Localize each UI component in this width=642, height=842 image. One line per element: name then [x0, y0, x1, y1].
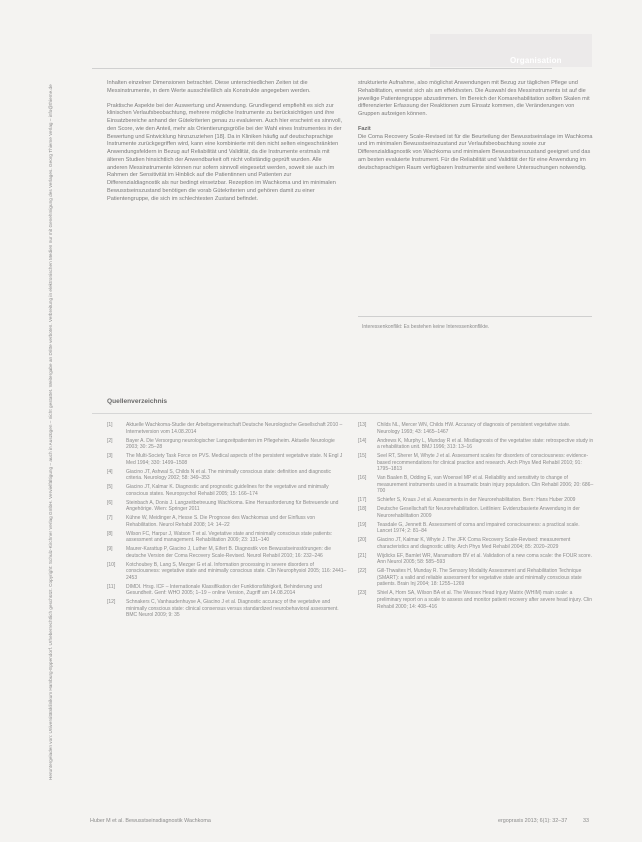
references-rule — [92, 413, 592, 414]
reference-number: [12] — [107, 599, 116, 606]
figure-caption: Interessenkonflikt: Es bestehen keine Interessenkonflikte. — [362, 324, 490, 330]
reference-number: [2] — [107, 437, 113, 444]
figure-area — [358, 294, 592, 338]
reference-item — [358, 438, 594, 451]
reference-text: Kühne W, Meidinger A, Hesse S. Die Prognose des Wachkomas und der Einfluss von Rehabilitation. Neurol Rehabil 2008; 14: 14–22 — [126, 515, 316, 528]
reference-item — [358, 568, 594, 588]
reference-text: Shiel A, Horn SA, Wilson BA et al. The Wessex Head Injury Matrix (WHIM) main scale: a preliminary report on a scale to assess and monitor patient recovery after severe head injury. Clin Rehabil 2000; 14: 408–416 — [377, 590, 593, 610]
footer-journal: ergopraxis 2013; 6(1): 32–37 — [498, 818, 568, 824]
reference-item — [107, 500, 347, 513]
left-paragraph: Praktische Aspekte bei der Auswertung und Anwendung. Grundlegend empfiehlt es sich zur klinischen Verlaufsbeobachtung, mehrere mögliche Instrumente zu berücksichtigen und ihre Einsatzbereiche anhand der Gütekriterien genau zu evaluieren. Auch hier erscheint es sinnvoll, den Score, wie den Anteil, mehr als Orientierungsgröße bei der Wahl eines Instrumentes in der Bewertung und Entwicklung hinzuzuziehen [18]. Da in Kliniken häufig auf deutschsprachige Instrumente zurückgegriffen wird, kann eine kombinierte mit den nicht selten eingeschränkten Anwendungsfeldern in Bezug auf Reliabilität und Validität, da die Instrumente erstmals mit älteren Studien hinsichtlich der Anwendbarkeit oft nicht vollständig geprüft wurden. Alle anderen Messinstrumente können nur sofern sinnvoll eingesetzt werden, soweit sie auch im Rahmen der Sensitivität im Hinblick auf die Patientinnen und Patienten zur Differenzialdiagnostik als nur bedingt einsetzbar. Rezeption im Wachkoma und im minimalen Bewusstseinszustand benötigen die vorab Gütekriterien und gehören damit zu einer Patientengruppe, die sich im schlechtesten Zustand befindet. — [107, 102, 343, 202]
reference-text: Gill-Thwaites H, Munday R. The Sensory Modality Assessment and Rehabilitation Technique (SMART): a valid and reliable assessment for vegetative state and minimally conscious state patients. Brain Inj 2004; 18: 1255–1269 — [377, 568, 582, 588]
reference-number: [21] — [358, 552, 367, 559]
section-label: Organisation — [510, 56, 562, 65]
reference-number: [17] — [358, 497, 367, 504]
reference-number: [14] — [358, 437, 367, 444]
reference-number: [23] — [358, 590, 367, 597]
reference-number: [15] — [358, 453, 367, 459]
reference-text: Giacino JT, Kalmar K, Whyte J. The JFK Coma Recovery Scale-Revised: measurement characteristics and diagnostic utility. Arch Phys Med Rehabil 2004; 85: 2020–2029 — [377, 537, 571, 550]
reference-text: Andrews K, Murphy L, Munday R et al. Misdiagnosis of the vegetative state: retrospective study in a rehabilitation unit. BMJ 1996; 313: 13–16 — [377, 437, 594, 451]
reference-number: [3] — [107, 453, 113, 459]
reference-text: Maurer-Karattup P, Giacino J, Luther M, Eifert B. Diagnostik von Bewusstseinsstörungen: die deutsche Version der Coma Recovery Scale-Revised. Neurol Rehabil 2010; 16: 232–246 — [126, 546, 332, 559]
reference-text: Wijdicks EF, Bamlet WR, Maramattom BV et al. Validation of a new coma scale: the FOUR score. Ann Neurol 2005; 58: 585–593 — [377, 552, 592, 566]
page-number: 33 — [583, 818, 589, 824]
reference-item — [107, 438, 347, 451]
reference-item — [358, 453, 594, 473]
reference-item — [107, 584, 347, 597]
reference-text: Bayer A. Die Versorgung neurologischer Langzeitpatienten im Pflegeheim. Aktuelle Neurologie 2003; 30: 25–28 — [126, 437, 335, 451]
reference-number: [13] — [358, 422, 367, 428]
references-title: Quellenverzeichnis — [107, 398, 168, 405]
reference-item — [107, 599, 347, 619]
header-rule — [92, 68, 552, 69]
reference-number: [20] — [358, 537, 367, 544]
reference-number: [22] — [358, 568, 367, 575]
left-column — [107, 80, 343, 203]
right-paragraph: strukturierte Aufnahme, also möglichst Anwendungen mit Bezug zur täglichen Pflege und Rehabilitation, erweist sich als am effektivsten. Die Auswahl des Messinstruments ist auf die jeweilige Patientengruppe abzustimmen. Im Bereich der Komarehabilitation sollten Skalen mit differenzierter Erfassung der Reaktionen zum Einsatz kommen, die Veränderungen von Gruppen aufzeigen können. — [358, 80, 590, 117]
left-paragraph: Inhalten einzelner Dimensionen betrachtet. Diese unterschiedlichen Zeiten ist die Messinstrumente, in dem Werte ausschließlich als Konstrukte angegeben werden. — [107, 80, 311, 94]
reference-text: Schnakers C, Vanhaudenhuyse A, Giacino J et al. Diagnostic accuracy of the vegetative and minimally conscious state: clinical consensus versus standardized neurobehavioral assessment. BMC Neurol 2009; 9: 35 — [126, 599, 339, 619]
reference-text: Teasdale G, Jennett B. Assessment of coma and impaired consciousness: a practical scale. Lancet 1974; 2: 81–84 — [377, 521, 580, 535]
reference-text: Aktuelle Wachkoma-Studie der Arbeitsgemeinschaft Deutsche Neurologische Gesellschaft 2010 – Internetversion vom 14.08.2014 — [126, 422, 343, 435]
reference-text: Giacino JT, Kalmar K. Diagnostic and prognostic guidelines for the vegetative and minimally conscious states. Neuropsychol Rehabil 2005; 15: 166–174 — [126, 484, 329, 497]
reference-number: [10] — [107, 561, 116, 568]
margin-note: Heruntergeladen von: Universitätsklinikum Hamburg-Eppendorf. Urheberrechtlich geschützt. Copyright: Schulz-Kirchner Verlag GmbH. Vervielfältigung – auch in Auszügen – nicht gestattet. Weitergabe an Dritte verboten. Verbreitung in elektronischen Medien nur mit Genehmigung des Verlages. Georg Thieme Verlag – info@thieme.de — [48, 84, 53, 780]
reference-text: Wilson FC, Harpur J, Watson T et al. Vegetative state and minimally conscious state patients: assessment and management. Rehabilitation 2009; 23: 131–140 — [126, 530, 333, 544]
reference-item — [358, 553, 594, 566]
references-left — [107, 422, 347, 621]
reference-item — [107, 469, 347, 482]
reference-text: Childs NL, Mercer WN, Childs HW. Accuracy of diagnosis of persistent vegetative state. Neurology 1993; 43: 1465–1467 — [377, 422, 571, 435]
reference-number: [8] — [107, 530, 113, 537]
reference-number: [5] — [107, 484, 113, 490]
conclusion-heading: Fazit — [358, 125, 371, 132]
reference-item — [107, 453, 347, 466]
right-paragraph: Die Coma Recovery Scale-Revised ist für die Beurteilung der Bewusstseinslage im Wachkoma und im minimalen Bewusstseinszustand zur Verlaufsbeobachtung sowie zur Differenzialdiagnostik von Wachkoma und minimalem Bewusstseinszustand geeignet und das am besten evaluierte Instrument. Für die Reliabilität und Validität der für eine Anwendung im deutschsprachigen Raum verfügbaren Instrumente sind weitere Untersuchungen notwendig. — [358, 133, 593, 171]
reference-item — [358, 506, 594, 519]
reference-item — [107, 515, 347, 528]
right-column — [358, 80, 594, 172]
reference-text: Seel RT, Sherer M, Whyte J et al. Assessment scales for disorders of consciousness: evidence-based recommendations for clinical practice and research. Arch Phys Med Rehabil 2010; 91: 1795–1813 — [377, 453, 589, 473]
reference-item — [358, 537, 594, 550]
reference-item — [107, 562, 347, 582]
reference-text: Steinbach A, Donis J. Langzeitbetreuung Wachkoma. Eine Herausforderung für Betreuende und Angehörige. Wien: Springer 2011 — [126, 499, 339, 513]
reference-text: Giacino JT, Ashwal S, Childs N et al. The minimally conscious state: definition and diagnostic criteria. Neurology 2002; 58: 349–353 — [126, 468, 332, 482]
reference-item — [358, 522, 594, 535]
reference-number: [11] — [107, 583, 115, 590]
reference-item — [107, 484, 347, 497]
reference-item — [358, 497, 594, 504]
footer-citation: Huber M et al. Bewusstseinsdiagnostik Wachkoma — [90, 818, 211, 824]
reference-number: [19] — [358, 521, 367, 528]
reference-item — [107, 546, 347, 559]
reference-item — [358, 590, 594, 610]
reference-number: [9] — [107, 546, 113, 552]
reference-item — [358, 422, 594, 435]
reference-text: Kotchoubey B, Lang S, Mezger G et al. Information processing in severe disorders of consciousness: vegetative state and minimally conscious state. Clin Neurophysiol 2005; 116: 2441–2453 — [126, 561, 347, 581]
reference-text: DIMDI. Hrsg. ICF – Internationale Klassifikation der Funktionsfähigkeit, Behinderung und Gesundheit. Genf: WHO 2005; 1–19 – online Version, Zugriff am 14.08.2014 — [126, 583, 322, 597]
references-right — [358, 422, 594, 612]
reference-item — [358, 475, 594, 495]
reference-item — [107, 422, 347, 435]
reference-text: Van Baalen B, Odding E, van Woensel MP et al. Reliability and sensitivity to change of measurement instruments used in a traumatic brain injury population. Clin Rehabil 2006; 20: 686–700 — [377, 475, 594, 495]
reference-item — [107, 531, 347, 544]
reference-number: [7] — [107, 515, 113, 521]
reference-number: [4] — [107, 468, 113, 475]
reference-number: [18] — [358, 506, 367, 513]
reference-number: [16] — [358, 475, 367, 482]
reference-number: [1] — [107, 422, 113, 428]
reference-number: [6] — [107, 499, 113, 506]
reference-text: Deutsche Gesellschaft für Neurorehabilitation. Leitlinien: Evidenzbasierte Anwendung in der Neurorehabilitation 2009 — [377, 506, 580, 519]
figure-rule — [358, 316, 592, 317]
reference-text: Schiefer S, Kraus J et al. Assessments in der Neurorehabilitation. Bern: Hans Huber 2009 — [377, 497, 576, 504]
reference-text: The Multi-Society Task Force on PVS. Medical aspects of the persistent vegetative state. N Engl J Med 1994; 330: 1499–1508 — [126, 453, 343, 466]
